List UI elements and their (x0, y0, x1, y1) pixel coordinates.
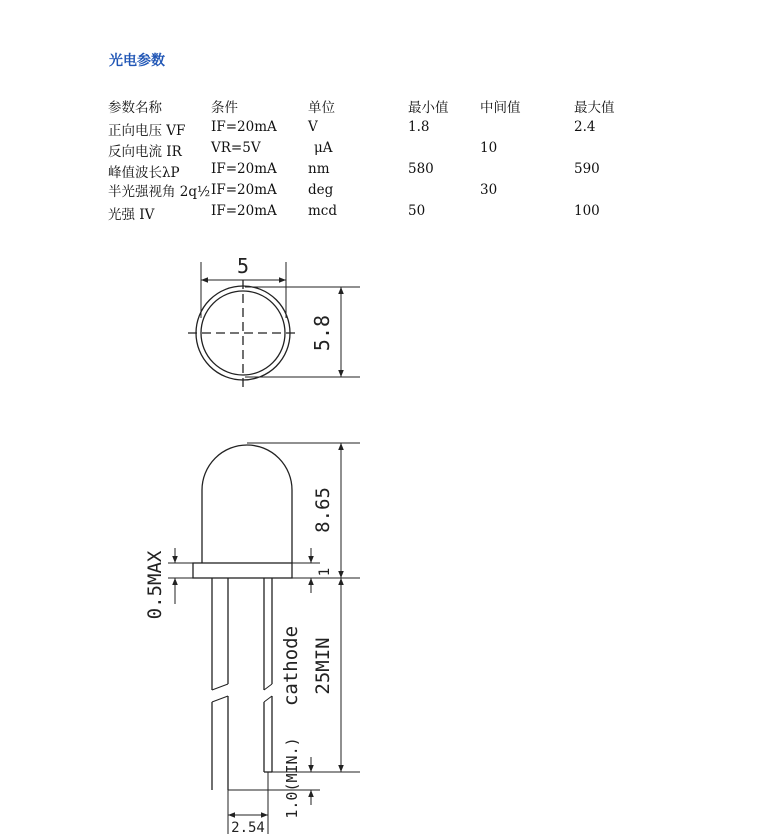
top-view-height-label: 5.8 (310, 314, 334, 352)
lead-left-lower (212, 696, 228, 790)
flange-thickness-label: 0.5MAX (144, 550, 166, 620)
cell-typ: 10 (480, 140, 498, 156)
header-max: 最大值 (574, 100, 615, 116)
header-unit: 单位 (308, 100, 335, 116)
lead-spacing-label: 2.54 (231, 820, 265, 836)
flange-height-label: 1 (317, 567, 333, 577)
cell-param: 正向电压 VF (108, 123, 186, 139)
cell-param: 反向电流 IR (108, 144, 182, 160)
section-title: 光电参数 (109, 53, 165, 69)
cell-condition: IF=20mA (211, 119, 277, 135)
lead-right-upper (264, 578, 272, 690)
cell-max: 2.4 (574, 119, 596, 135)
body-height-label: 8.65 (312, 487, 334, 533)
cell-unit: μA (314, 140, 333, 156)
cell-param: 峰值波长λP (108, 165, 180, 181)
lead-left-upper (212, 578, 228, 690)
cell-typ: 30 (480, 182, 498, 198)
cell-condition: IF=20mA (211, 182, 277, 198)
header-param-name: 参数名称 (108, 100, 162, 116)
cell-condition: VR=5V (211, 140, 261, 156)
lead-right-lower (264, 696, 272, 772)
header-condition: 条件 (211, 100, 238, 116)
cell-min: 1.8 (408, 119, 430, 135)
cell-max: 100 (574, 203, 600, 219)
header-typ: 中间值 (480, 100, 521, 116)
cell-unit: deg (308, 182, 334, 198)
cell-max: 590 (574, 161, 600, 177)
top-view (188, 262, 360, 388)
cell-min: 580 (408, 161, 434, 177)
cell-param-text: 半光强视角 2q½ (108, 184, 211, 200)
cell-unit: mcd (308, 203, 338, 219)
top-view-width-label: 5 (236, 254, 250, 278)
cathode-label: cathode (280, 625, 302, 707)
lead-break-left (212, 684, 228, 702)
cell-condition: IF=20mA (211, 203, 277, 219)
cell-unit: V (308, 119, 318, 135)
cell-condition: IF=20mA (211, 161, 277, 177)
cell-unit: nm (308, 161, 330, 177)
led-body (202, 445, 292, 563)
lead-break-right (264, 684, 272, 702)
cell-min: 50 (408, 203, 426, 219)
protrusion-label: 1.0(MIN.) (283, 737, 301, 819)
cell-param: 光强 IV (108, 207, 155, 223)
lead-length-label: 25MIN (312, 637, 334, 695)
header-min: 最小值 (408, 100, 449, 116)
led-flange (193, 563, 292, 578)
